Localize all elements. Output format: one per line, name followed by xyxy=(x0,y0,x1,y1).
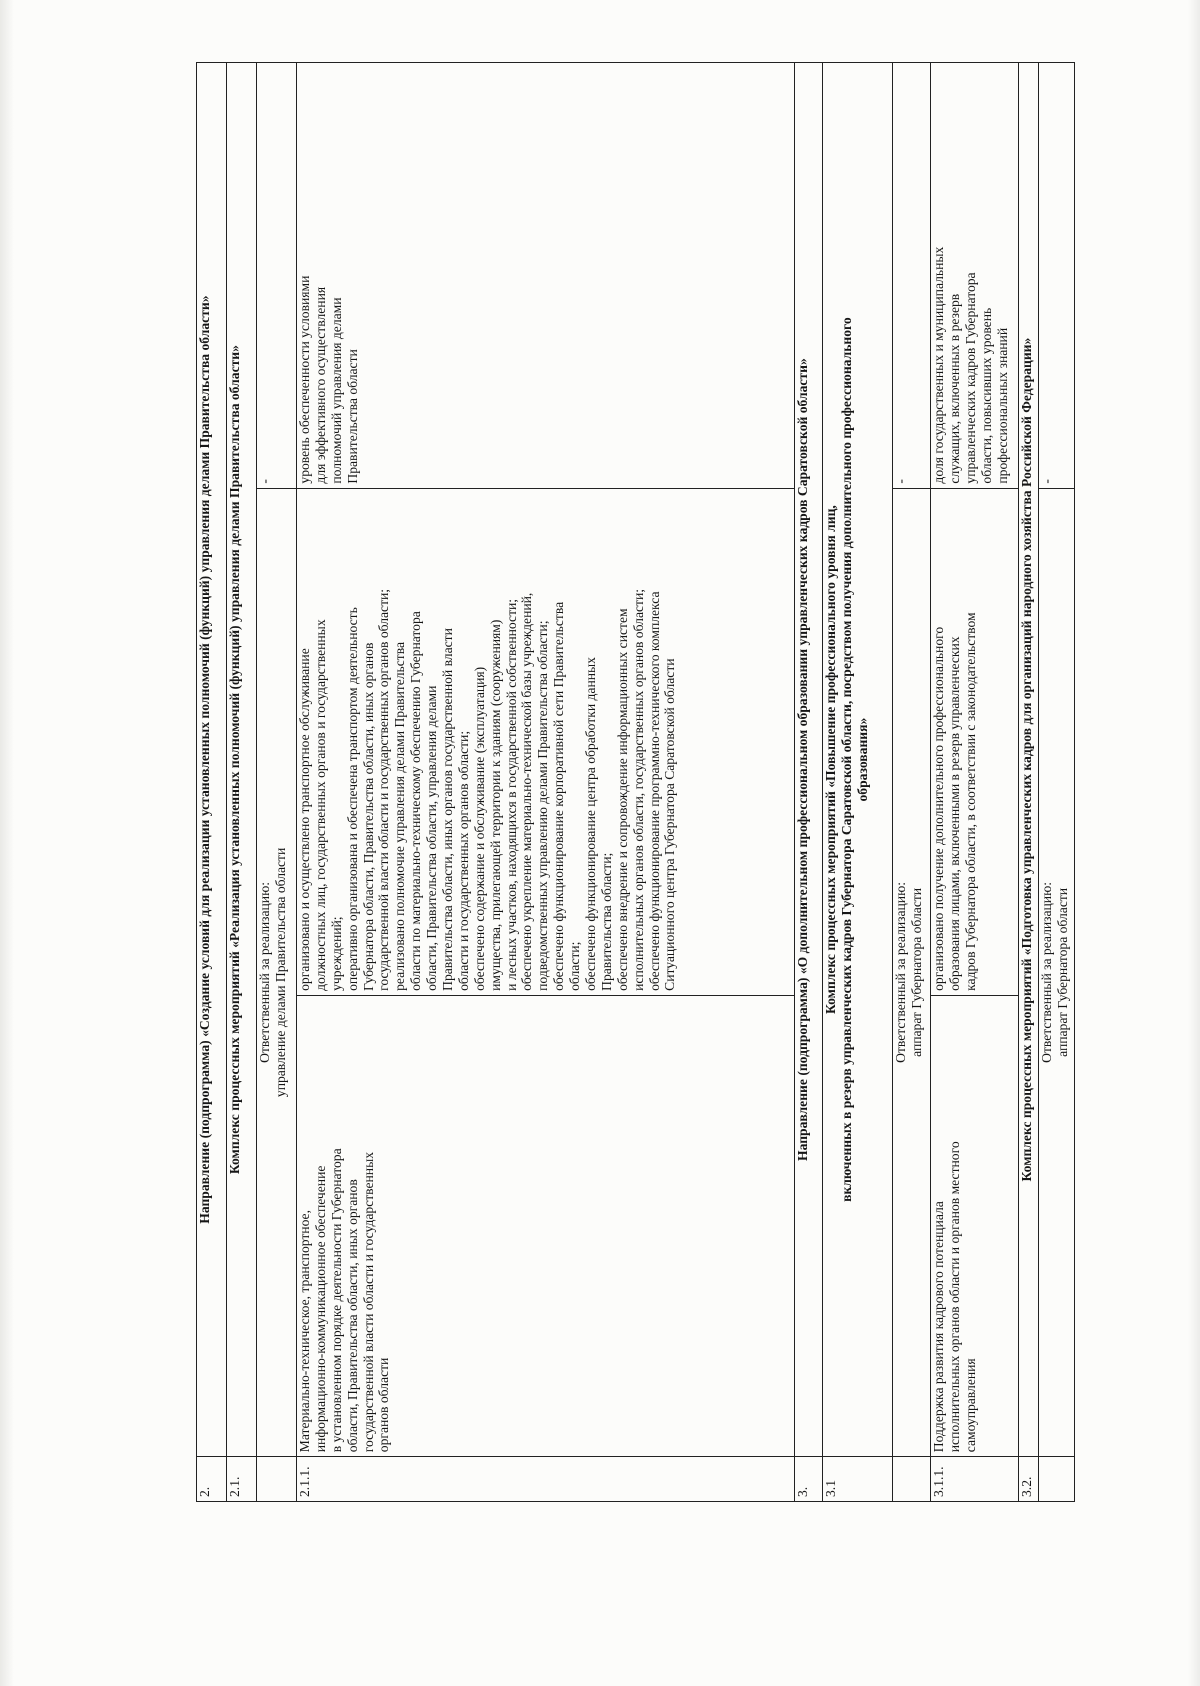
row-number: 2.1. xyxy=(227,1457,257,1502)
program-table xyxy=(196,62,1075,1502)
effects-cell: организовано получение дополнительного профессионального образования лицами, включенными в резерв управленческих кадров Губернатора области, в соответствии с законодательством xyxy=(931,488,1019,995)
dash-cell: - xyxy=(257,63,297,489)
table-row xyxy=(1019,63,1039,1502)
table-row xyxy=(893,63,931,1502)
responsible-cell: Ответственный за реализацию: управление делами Правительства области xyxy=(257,488,297,1457)
complex-heading-line: образования» xyxy=(854,717,870,802)
complex-heading-line: Комплекс процессных мероприятий «Повышение профессионального уровня лиц, xyxy=(823,505,838,1015)
row-number: 2.1.1. xyxy=(297,1457,795,1502)
dash-cell: - xyxy=(1039,63,1075,489)
empty-cell xyxy=(1039,1457,1075,1502)
empty-cell xyxy=(257,1457,297,1502)
row-number: 3.2. xyxy=(1019,1457,1039,1502)
table-row xyxy=(823,63,893,1502)
effects-cell: организовано и осуществлено транспортное обслуживание должностных лиц, государственных органов и государственных учреждений; оперативно организована и обеспечена транспортом деятельность Губернатора области, Правительства области, иных органов государственной власти области и государственных органов области; реализовано полномочие управления делами Правительства области по материально-техническому обеспечению Губернатора области, Правительства области, управления делами Правительства области, иных органов государственной власти области и государственных органов области; обеспечено содержание и обслуживание (эксплуатация) имущества, прилегающей территории к зданиям (сооружениям) и лесных участков, находящихся в государственной собственности; обеспечено укрепление материально-технической базы учреждений, подведомственных управлению делами Правительства области; обеспечено функционирование корпоративной сети Правительства области; обеспечено функционирование центра обработки данных Правительства области; обеспечено внедрение и сопровождение информационных систем исполнительных органов области, государственных органов области; обеспечено функционирование программно-технического комплекса Ситуационного центра Губернатора Саратовской области xyxy=(297,488,795,995)
scan-edge-right xyxy=(1188,0,1200,1686)
table-row xyxy=(197,63,227,1502)
task-cell: Материально-техническое, транспортное, информационно-коммуникационное обеспечение в установленном порядке деятельности Губернатора области, Правительства области, иных органов государственной власти области и государственных органов области xyxy=(297,995,795,1456)
table-row xyxy=(795,63,823,1502)
table-row xyxy=(257,63,297,1502)
section-heading: Направление (подпрограмма) «Создание условий для реализации установленных полномочий (функций) управления делами Правительства области» xyxy=(197,63,227,1457)
section-heading: Направление (подпрограмма) «О дополнительном профессиональном образовании управленческих кадров Саратовской области» xyxy=(795,63,823,1457)
complex-heading: Комплекс процессных мероприятий «Реализация установленных полномочий (функций) управления делами Правительства области» xyxy=(227,63,257,1457)
table-row xyxy=(1039,63,1075,1502)
responsible-cell: Ответственный за реализацию: аппарат Губернатора области xyxy=(893,488,931,1457)
scan-edge-left xyxy=(0,0,14,1686)
complex-heading: Комплекс процессных мероприятий «Подготовка управленческих кадров для организаций народного хозяйства Российской Федерации» xyxy=(1019,63,1039,1457)
row-number: 3. xyxy=(795,1457,823,1502)
row-number: 3.1 xyxy=(823,1457,893,1502)
table-row xyxy=(297,63,795,1502)
responsible-cell: Ответственный за реализацию: аппарат Губернатора области xyxy=(1039,488,1075,1457)
rotated-table-wrapper xyxy=(196,62,1070,1502)
complex-heading xyxy=(823,63,893,1457)
dash-cell: - xyxy=(893,63,931,489)
row-number: 2. xyxy=(197,1457,227,1502)
table-row xyxy=(931,63,1019,1502)
complex-heading-line: включенных в резерв управленческих кадров Губернатора Саратовской области, посредством получения дополнительного профессионального xyxy=(838,317,854,1202)
indicator-cell: уровень обеспеченности условиями для эффективного осуществления полномочий управления делами Правительства области xyxy=(297,63,795,489)
task-cell: Поддержка развития кадрового потенциала исполнительных органов области и органов местного самоуправления xyxy=(931,995,1019,1456)
row-number: 3.1.1. xyxy=(931,1457,1019,1502)
empty-cell xyxy=(893,1457,931,1502)
indicator-cell: доля государственных и муниципальных служащих, включенных в резерв управленческих кадров Губернатора области, повысивших уровень профессиональных знаний xyxy=(931,63,1019,489)
table-row xyxy=(227,63,257,1502)
